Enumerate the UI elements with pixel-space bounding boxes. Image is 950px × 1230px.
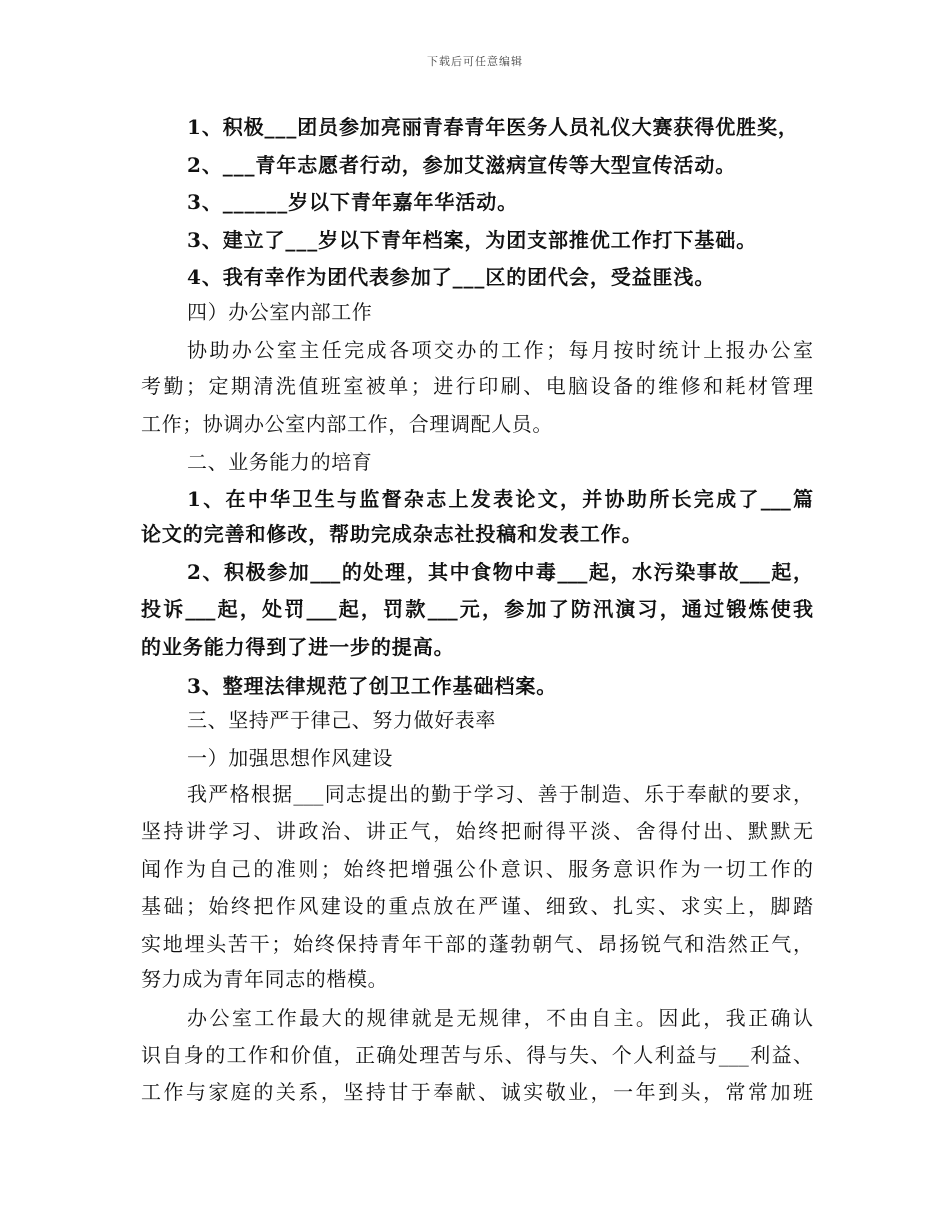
text-line: 努力成为青年同志的楷模。 — [141, 967, 389, 991]
text-line: 2、积极参加___的处理，其中食物中毒___起，水污染事故___起， — [187, 560, 813, 584]
text-line: 1、积极___团员参加亮丽青春青年医务人员礼仪大赛获得优胜奖， — [187, 115, 799, 139]
text-line: 二、业务能力的培育 — [187, 450, 373, 474]
text-line: 一）加强思想作风建设 — [187, 746, 393, 770]
text-line: 闻作为自己的准则；始终把增强公仆意识、服务意识作为一切工作的 — [141, 857, 813, 881]
text-line: 办公室工作最大的规律就是无规律，不由自主。因此，我正确认 — [187, 1006, 813, 1030]
text-line: 论文的完善和修改，帮助完成杂志社投稿和发表工作。 — [141, 522, 643, 546]
text-line: 工作；协调办公室内部工作，合理调配人员。 — [141, 412, 553, 436]
text-line: 考勤；定期清洗值班室被单；进行印刷、电脑设备的维修和耗材管理 — [141, 374, 813, 398]
text-line: 3、整理法律规范了创卫工作基础档案。 — [187, 674, 558, 698]
text-line: 2、___青年志愿者行动，参加艾滋病宣传等大型宣传活动。 — [187, 153, 737, 177]
text-line: 四）办公室内部工作 — [187, 300, 373, 324]
text-line: 实地埋头苦干；始终保持青年干部的蓬勃朝气、昂扬锐气和浩然正气， — [141, 932, 813, 956]
text-line: 识自身的工作和价值，正确处理苦与乐、得与失、个人利益与___利益、 — [141, 1043, 813, 1067]
text-line: 投诉___起，处罚___起，罚款___元，参加了防汛演习，通过锻炼使我 — [141, 597, 813, 621]
page-header: 下载后可任意编辑 — [427, 55, 523, 68]
text-line: 1、在中华卫生与监督杂志上发表论文，并协助所长完成了___篇 — [187, 487, 813, 511]
text-line: 坚持讲学习、讲政治、讲正气，始终把耐得平淡、舍得付出、默默无 — [141, 819, 813, 843]
text-line: 三、坚持严于律己、努力做好表率 — [187, 708, 496, 732]
text-line: 的业务能力得到了进一步的提高。 — [141, 635, 455, 659]
text-line: 3、建立了___岁以下青年档案，为团支部推优工作打下基础。 — [187, 228, 758, 252]
text-line: 我严格根据___同志提出的勤于学习、善于制造、乐于奉献的要求， — [187, 782, 813, 806]
text-line: 4、我有幸作为团代表参加了___区的团代会，受益匪浅。 — [187, 265, 716, 289]
text-line: 工作与家庭的关系，坚持甘于奉献、诚实敬业，一年到头，常常加班 — [141, 1080, 813, 1104]
text-line: 3、______岁以下青年嘉年华活动。 — [187, 190, 519, 214]
text-line: 基础；始终把作风建设的重点放在严谨、细致、扎实、求实上，脚踏 — [141, 894, 813, 918]
text-line: 协助办公室主任完成各项交办的工作；每月按时统计上报办公室 — [187, 338, 813, 362]
